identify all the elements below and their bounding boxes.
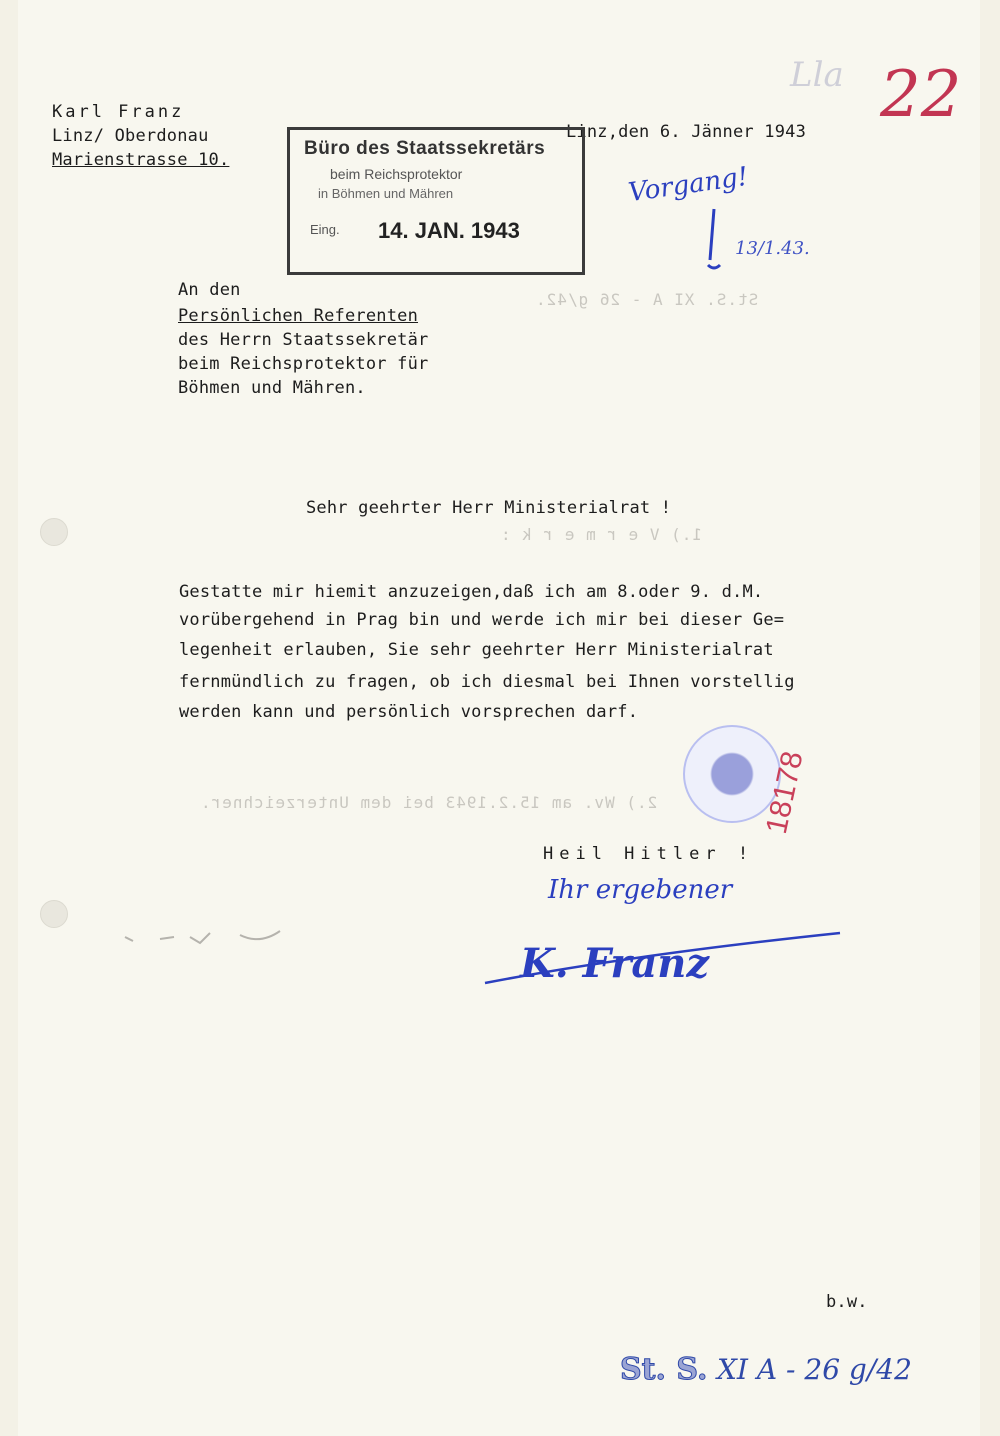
stamp-prefix: Eing. (310, 222, 340, 237)
sender-street: Marienstrasse 10. (52, 150, 230, 170)
initial-mark (700, 205, 740, 275)
top-note: Lla (790, 55, 844, 95)
file-ref-number: XI A - 26 g/42 (717, 1353, 912, 1386)
signature: K. Franz (520, 940, 710, 987)
pencil-marks (120, 925, 300, 955)
recipient-line2: Persönlichen Referenten (178, 306, 419, 326)
body-line: Gestatte mir hiemit anzuzeigen,daß ich am 8.oder 9. d.M. (179, 582, 764, 602)
bitte-wenden: b.w. (826, 1292, 868, 1312)
closing: Heil Hitler ! (543, 844, 755, 864)
stamp-date: 14. JAN. 1943 (378, 218, 520, 243)
salutation: Sehr geehrter Herr Ministerialrat ! (306, 498, 672, 518)
complimentary-close: Ihr ergebener (548, 875, 733, 905)
stamp-line2: beim Reichsprotektor (330, 166, 463, 182)
recipient-line5: Böhmen und Mähren. (178, 378, 366, 398)
stamp-line3: in Böhmen und Mähren (318, 186, 454, 201)
sender-city: Linz/ Oberdonau (52, 126, 209, 146)
body-line: vorübergehend in Prag bin und werde ich mir bei dieser Ge= (179, 610, 785, 630)
body-line: fernmündlich zu fragen, ob ich diesmal bei Ihnen vorstellig (179, 672, 795, 692)
bleed-vermerk: 1.) V e r m e r k : (500, 525, 703, 544)
red-registry-number: 18178 (760, 748, 810, 837)
file-reference (620, 1352, 912, 1387)
punch-hole-top (40, 518, 68, 546)
body-line: werden kann und persönlich vorsprechen darf. (179, 702, 639, 722)
body-line: legenheit erlauben, Sie sehr geehrter Herr Ministerialrat (179, 640, 774, 660)
recipient-line1: An den (178, 280, 241, 300)
initial-date: 13/1.43. (735, 238, 810, 259)
stamp-office: Büro des Staatssekretärs (304, 138, 546, 159)
recipient-line4: beim Reichsprotektor für (178, 354, 429, 374)
received-stamp (287, 127, 585, 275)
recipient-line3: des Herrn Staatssekretär (178, 330, 429, 350)
punch-hole-bottom (40, 900, 68, 928)
bleed-wv: 2.) Wv. am 15.2.1943 bei dem Unterzeichner. (200, 793, 658, 812)
file-ref-prefix: St. S. (620, 1352, 708, 1387)
sender-name: Karl Franz (52, 102, 185, 122)
page-number: 22 (880, 58, 962, 132)
date-line: Linz,den 6. Jänner 1943 (566, 122, 807, 142)
vorgang-note: Vorgang! (626, 161, 750, 209)
bleed-reference: St.S. XI A - 26 g/42. (535, 290, 759, 309)
